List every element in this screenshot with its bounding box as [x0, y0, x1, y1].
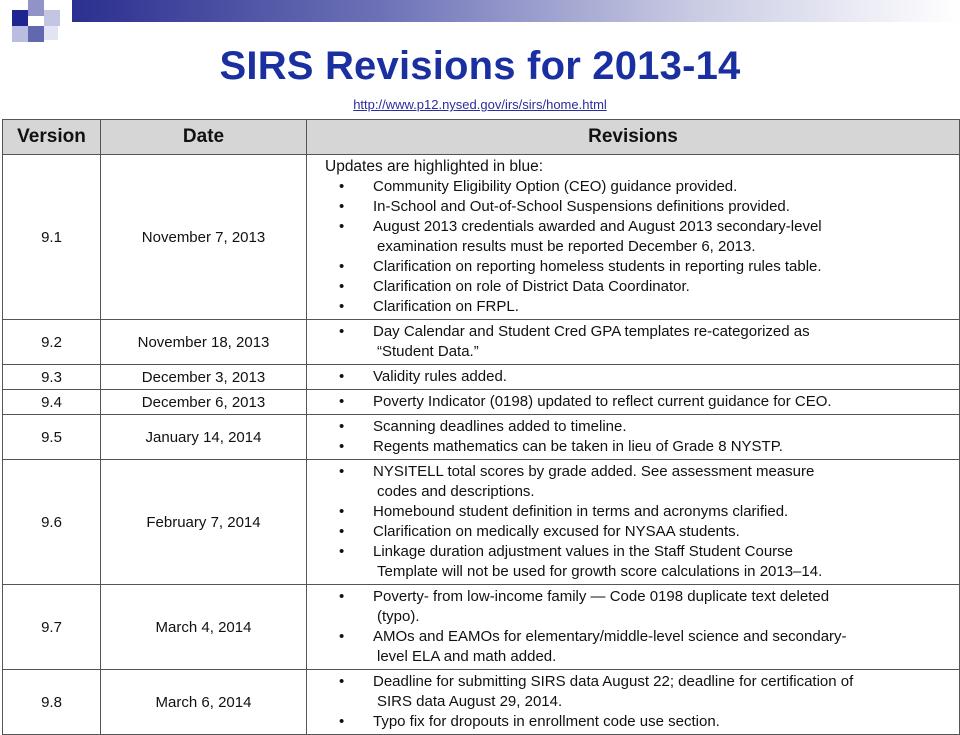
revisions-intro: Updates are highlighted in blue:	[325, 158, 544, 175]
table-row	[3, 155, 960, 320]
revision-text: Regents mathematics can be taken in lieu of Grade 8 NYSTP.	[373, 438, 783, 455]
revision-text: NYSITELL total scores by grade added. See assessment measure	[373, 463, 815, 480]
corner-square-2	[28, 0, 44, 16]
bullet-icon: •	[339, 393, 345, 410]
revision-item	[325, 522, 955, 542]
date-cell: March 4, 2014	[101, 585, 307, 670]
revision-text: Template will not be used for growth score calculations in 2013–14.	[377, 563, 823, 580]
corner-square-1	[12, 10, 28, 26]
date-cell: November 18, 2013	[101, 320, 307, 365]
revision-text: codes and descriptions.	[377, 483, 535, 500]
bullet-icon: •	[339, 218, 345, 235]
revision-text: Linkage duration adjustment values in the Staff Student Course	[373, 543, 793, 560]
corner-square-3	[28, 26, 44, 42]
revision-list	[325, 367, 955, 387]
bullet-icon: •	[339, 713, 345, 730]
date-cell: March 6, 2014	[101, 670, 307, 735]
table-row	[3, 365, 960, 390]
revision-item	[325, 277, 955, 297]
version-cell: 9.3	[3, 365, 101, 390]
revision-item	[325, 462, 955, 502]
revision-text: August 2013 credentials awarded and August 2013 secondary-level	[373, 218, 822, 235]
revision-list	[325, 672, 955, 732]
table-row	[3, 585, 960, 670]
bullet-icon: •	[339, 178, 345, 195]
revision-text: Clarification on FRPL.	[373, 298, 519, 315]
revision-item	[325, 367, 955, 387]
revision-text: Clarification on medically excused for NYSAA students.	[373, 523, 740, 540]
revisions-cell	[307, 415, 960, 460]
revision-text: “Student Data.”	[377, 343, 479, 360]
revision-list	[325, 322, 955, 362]
header-gradient-bar	[72, 0, 960, 22]
table-row	[3, 390, 960, 415]
revision-item	[325, 672, 955, 712]
revision-item	[325, 417, 955, 437]
date-cell: February 7, 2014	[101, 460, 307, 585]
revision-text: In-School and Out-of-School Suspensions definitions provided.	[373, 198, 790, 215]
bullet-icon: •	[339, 463, 345, 480]
revision-text: AMOs and EAMOs for elementary/middle-level science and secondary-	[373, 628, 847, 645]
revisions-cell	[307, 155, 960, 320]
corner-square-6	[44, 26, 58, 40]
version-cell: 9.1	[3, 155, 101, 320]
bullet-icon: •	[339, 438, 345, 455]
revision-item	[325, 542, 955, 582]
version-cell: 9.6	[3, 460, 101, 585]
header-date: Date	[101, 120, 307, 155]
revision-text: Clarification on role of District Data Coordinator.	[373, 278, 690, 295]
revision-item	[325, 712, 955, 732]
bullet-icon: •	[339, 588, 345, 605]
version-cell: 9.8	[3, 670, 101, 735]
revision-text: Validity rules added.	[373, 368, 507, 385]
revision-item	[325, 322, 955, 362]
revisions-table	[2, 119, 960, 735]
revision-list	[325, 392, 955, 412]
table-row	[3, 460, 960, 585]
revision-list	[325, 177, 955, 317]
revision-text: level ELA and math added.	[377, 648, 557, 665]
revision-text: Clarification on reporting homeless students in reporting rules table.	[373, 258, 822, 275]
revisions-cell	[307, 320, 960, 365]
bullet-icon: •	[339, 368, 345, 385]
revision-list	[325, 417, 955, 457]
corner-square-5	[12, 26, 28, 42]
revisions-cell	[307, 390, 960, 415]
revision-text: Deadline for submitting SIRS data August 22; deadline for certification of	[373, 673, 854, 690]
version-cell: 9.5	[3, 415, 101, 460]
revision-text: Typo fix for dropouts in enrollment code use section.	[373, 713, 720, 730]
bullet-icon: •	[339, 503, 345, 520]
revision-item	[325, 297, 955, 317]
revisions-cell	[307, 670, 960, 735]
revision-item	[325, 177, 955, 197]
revisions-cell	[307, 585, 960, 670]
table-row	[3, 670, 960, 735]
revision-item	[325, 437, 955, 457]
source-link[interactable]: http://www.p12.nysed.gov/irs/sirs/home.html	[353, 97, 607, 112]
revision-item	[325, 197, 955, 217]
bullet-icon: •	[339, 628, 345, 645]
date-cell: November 7, 2013	[101, 155, 307, 320]
revision-item	[325, 217, 955, 257]
bullet-icon: •	[339, 198, 345, 215]
revision-item	[325, 587, 955, 627]
revision-item	[325, 392, 955, 412]
bullet-icon: •	[339, 323, 345, 340]
revision-item	[325, 502, 955, 522]
bullet-icon: •	[339, 673, 345, 690]
revision-text: (typo).	[377, 608, 420, 625]
corner-square-4	[44, 10, 60, 26]
revision-text: Scanning deadlines added to timeline.	[373, 418, 627, 435]
revision-item	[325, 257, 955, 277]
header-version: Version	[3, 120, 101, 155]
revision-text: Homebound student definition in terms and acronyms clarified.	[373, 503, 789, 520]
bullet-icon: •	[339, 523, 345, 540]
revision-text: examination results must be reported December 6, 2013.	[377, 238, 756, 255]
slide-title: SIRS Revisions for 2013-14	[219, 44, 741, 88]
version-cell: 9.4	[3, 390, 101, 415]
bullet-icon: •	[339, 543, 345, 560]
revision-text: Day Calendar and Student Cred GPA templates re-categorized as	[373, 323, 810, 340]
revision-text: Poverty Indicator (0198) updated to reflect current guidance for CEO.	[373, 393, 832, 410]
date-cell: December 3, 2013	[101, 365, 307, 390]
header-revisions: Revisions	[307, 120, 960, 155]
revision-text: SIRS data August 29, 2014.	[377, 693, 563, 710]
revision-text: Poverty- from low-income family — Code 0198 duplicate text deleted	[373, 588, 830, 605]
table-header-row	[3, 120, 960, 155]
table-row	[3, 415, 960, 460]
revision-list	[325, 587, 955, 667]
bullet-icon: •	[339, 418, 345, 435]
bullet-icon: •	[339, 278, 345, 295]
version-cell: 9.7	[3, 585, 101, 670]
bullet-icon: •	[339, 258, 345, 275]
revision-text: Community Eligibility Option (CEO) guidance provided.	[373, 178, 738, 195]
revisions-cell	[307, 460, 960, 585]
table-row	[3, 320, 960, 365]
date-cell: December 6, 2013	[101, 390, 307, 415]
date-cell: January 14, 2014	[101, 415, 307, 460]
revision-list	[325, 462, 955, 582]
bullet-icon: •	[339, 298, 345, 315]
version-cell: 9.2	[3, 320, 101, 365]
revisions-cell	[307, 365, 960, 390]
revision-item	[325, 627, 955, 667]
